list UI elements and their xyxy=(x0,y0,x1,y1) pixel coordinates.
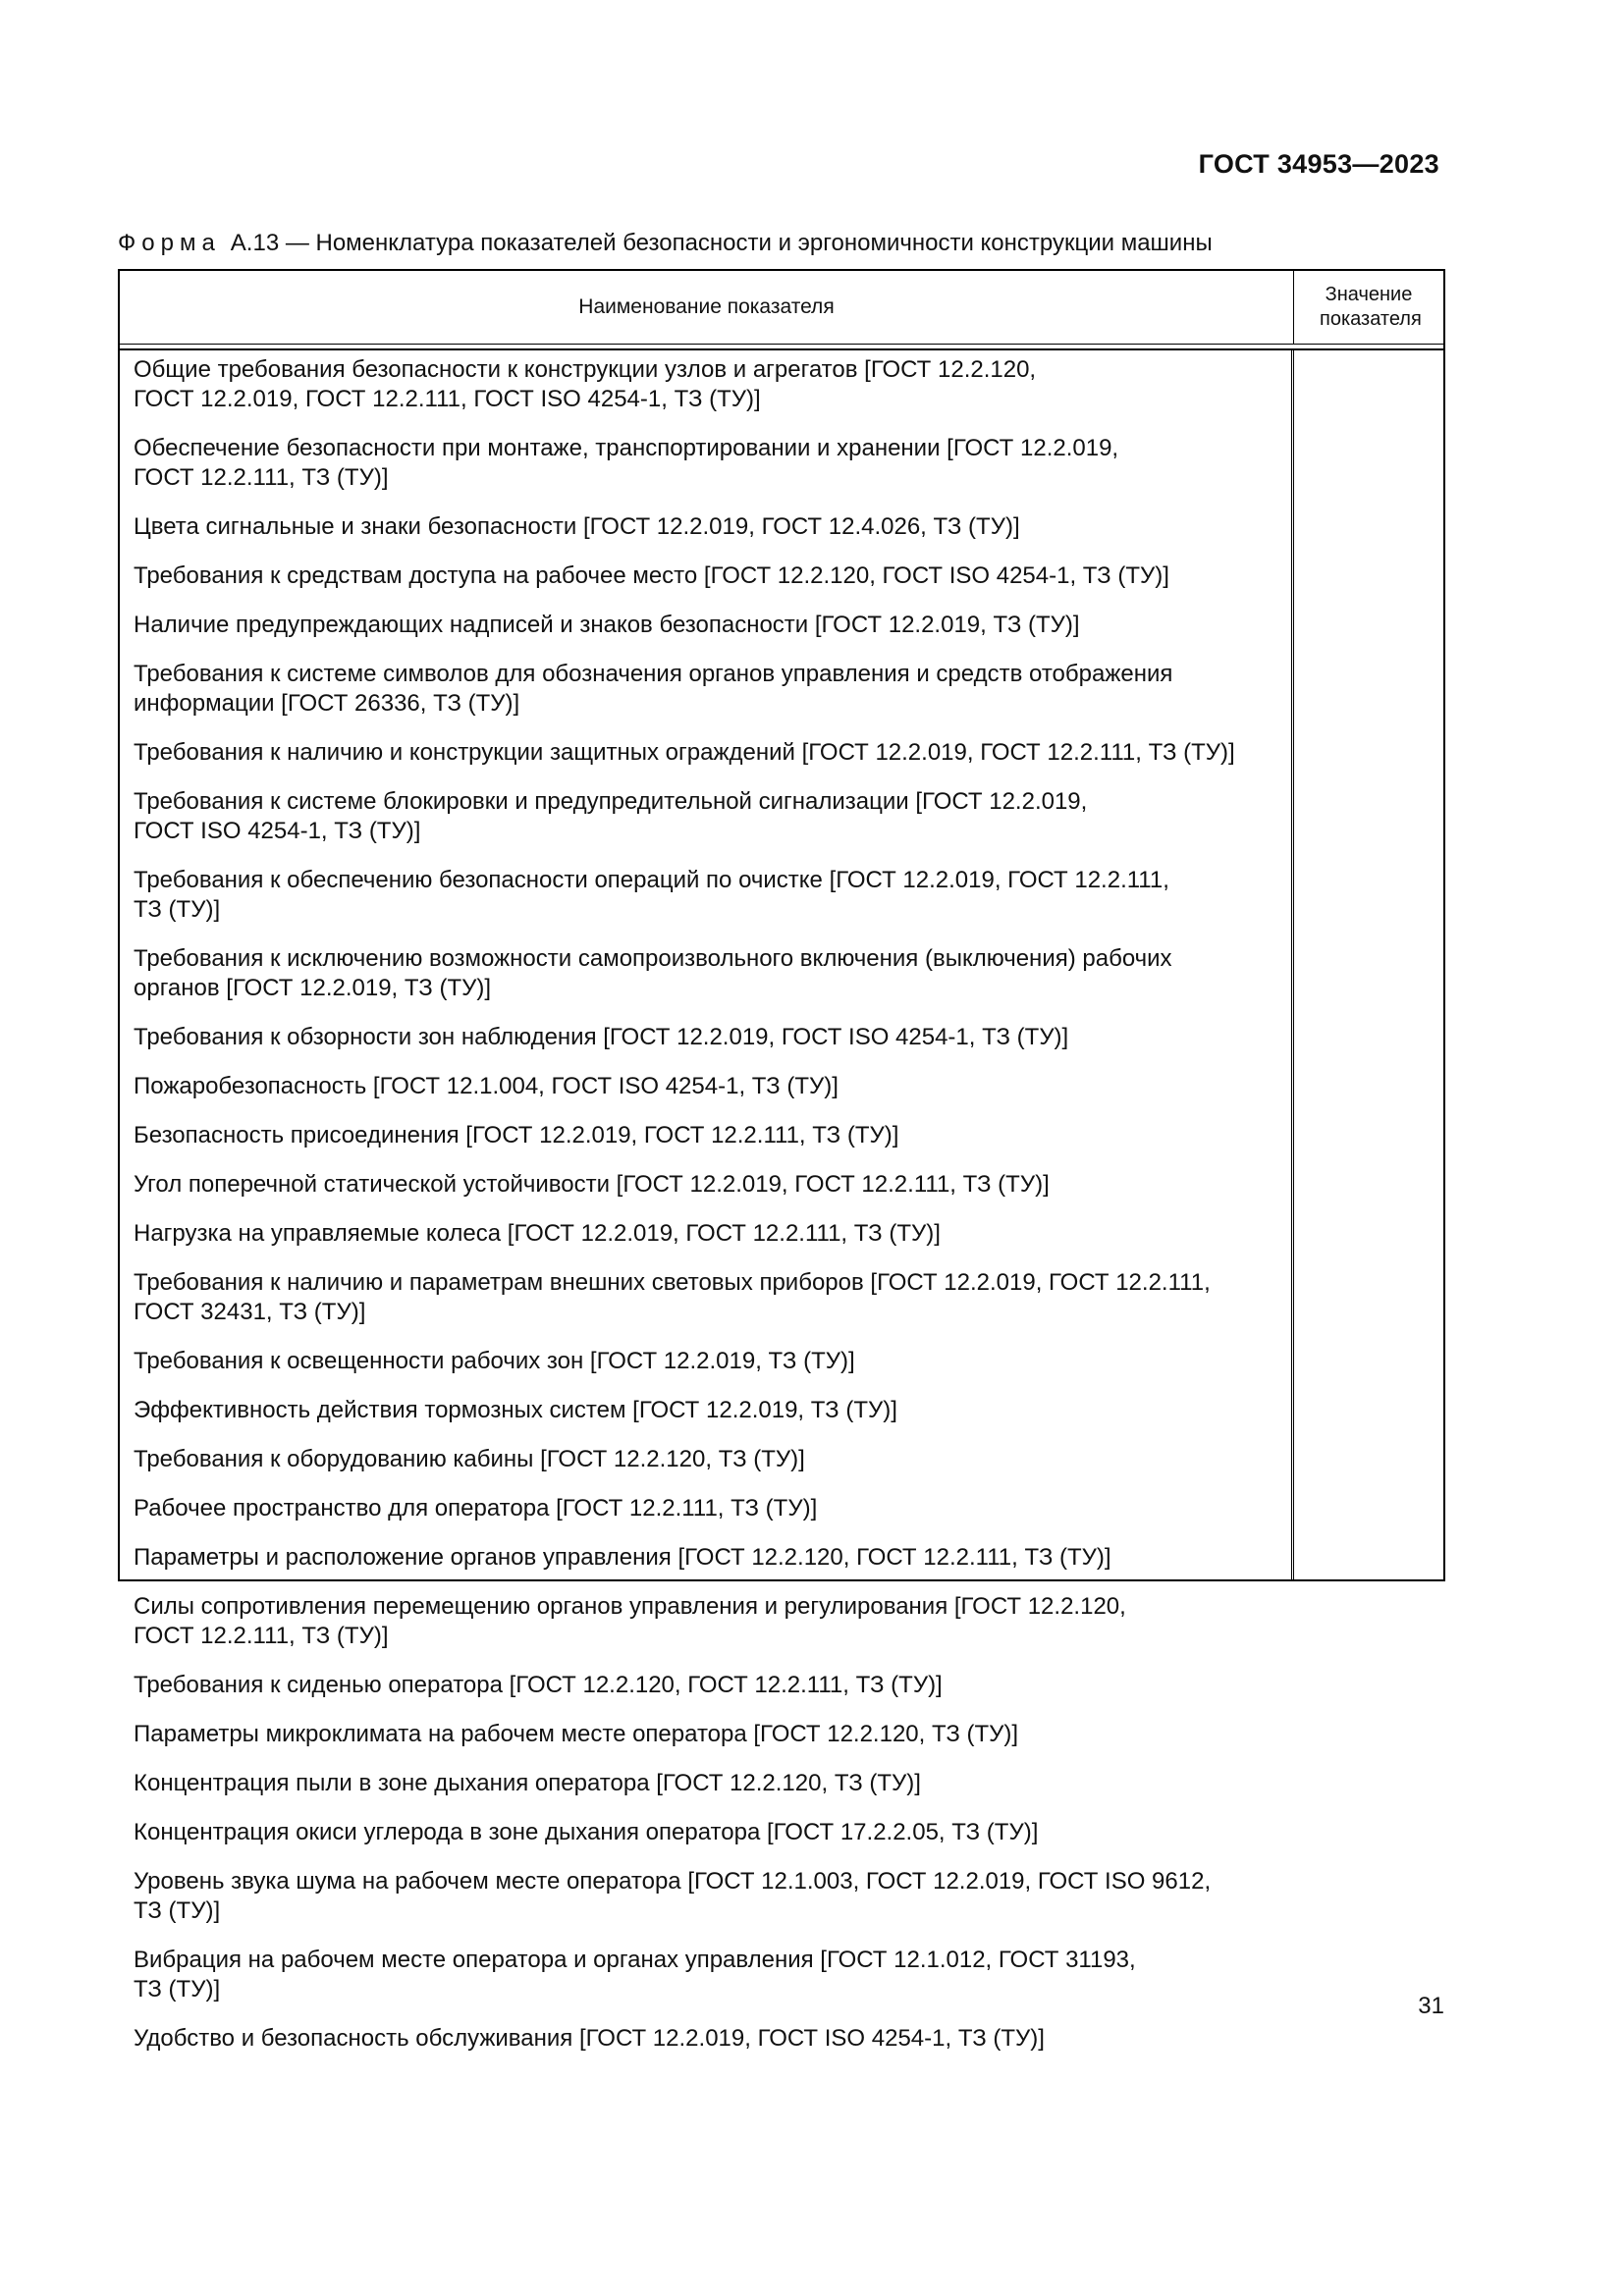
row-text-line: Обеспечение безопасности при монтаже, транспортировании и хранении [ГОСТ 12.2.019, xyxy=(134,435,1119,461)
row-text-line: Параметры и расположение органов управления [ГОСТ 12.2.120, ГОСТ 12.2.111, ТЗ (ТУ)] xyxy=(134,1544,1111,1571)
row-text-line: Угол поперечной статической устойчивости [ГОСТ 12.2.019, ГОСТ 12.2.111, ТЗ (ТУ)] xyxy=(134,1171,1050,1198)
row-text-line: ТЗ (ТУ)] xyxy=(134,1976,221,2002)
row-text-line: Концентрация пыли в зоне дыхания оператора [ГОСТ 12.2.120, ТЗ (ТУ)] xyxy=(134,1770,921,1796)
row-text-line: Требования к системе символов для обозначения органов управления и средств отображения xyxy=(134,661,1173,687)
table-row xyxy=(134,561,1277,591)
row-text-line: Параметры микроклимата на рабочем месте оператора [ГОСТ 12.2.120, ТЗ (ТУ)] xyxy=(134,1721,1019,1747)
table-row xyxy=(134,1347,1277,1376)
row-text-line: информации [ГОСТ 26336, ТЗ (ТУ)] xyxy=(134,690,520,717)
table-row xyxy=(134,660,1277,719)
table-row xyxy=(134,1867,1277,1926)
document-number: ГОСТ 34953—2023 xyxy=(1198,149,1439,179)
table-row xyxy=(134,944,1277,1003)
page-number: 31 xyxy=(1418,1993,1444,2019)
row-text-line: Наличие предупреждающих надписей и знаков безопасности [ГОСТ 12.2.019, ТЗ (ТУ)] xyxy=(134,612,1080,638)
table-row xyxy=(134,1946,1277,2004)
row-text-line: Нагрузка на управляемые колеса [ГОСТ 12.2.019, ГОСТ 12.2.111, ТЗ (ТУ)] xyxy=(134,1220,941,1247)
table-row xyxy=(134,611,1277,640)
caption-text: А.13 — Номенклатура показателей безопасности и эргономичности конструкции машины xyxy=(230,230,1213,256)
row-text-line: Общие требования безопасности к конструкции узлов и агрегатов [ГОСТ 12.2.120, xyxy=(134,356,1037,383)
row-text-line: Уровень звука шума на рабочем месте оператора [ГОСТ 12.1.003, ГОСТ 12.2.019, ГОСТ ISO 9612, xyxy=(134,1868,1212,1895)
row-text-line: Рабочее пространство для оператора [ГОСТ 12.2.111, ТЗ (ТУ)] xyxy=(134,1495,818,1522)
table-row xyxy=(134,434,1277,493)
table-row xyxy=(134,2024,1277,2054)
column-header-name: Наименование показателя xyxy=(120,271,1294,344)
table-row xyxy=(134,1023,1277,1052)
indicators-table xyxy=(118,269,1445,2052)
row-text-line: ГОСТ 12.2.019, ГОСТ 12.2.111, ГОСТ ISO 4254-1, ТЗ (ТУ)] xyxy=(134,386,761,412)
column-header-value: Значение показателя xyxy=(1320,284,1422,330)
row-text-line: Концентрация окиси углерода в зоне дыхания оператора [ГОСТ 17.2.2.05, ТЗ (ТУ)] xyxy=(134,1819,1039,1845)
row-text-line: ГОСТ ISO 4254-1, ТЗ (ТУ)] xyxy=(134,818,421,844)
table-row xyxy=(134,1543,1277,1573)
table-row xyxy=(134,1818,1277,1847)
row-text-line: ГОСТ 12.2.111, ТЗ (ТУ)] xyxy=(134,1623,389,1649)
table-row xyxy=(134,1219,1277,1249)
row-text-line: Требования к обзорности зон наблюдения [ГОСТ 12.2.019, ГОСТ ISO 4254-1, ТЗ (ТУ)] xyxy=(134,1024,1069,1050)
table-row xyxy=(134,866,1277,925)
row-text-line: Требования к оборудованию кабины [ГОСТ 12.2.120, ТЗ (ТУ)] xyxy=(134,1446,805,1472)
row-text-line: органов [ГОСТ 12.2.019, ТЗ (ТУ)] xyxy=(134,975,492,1001)
table-row xyxy=(134,512,1277,542)
table-row xyxy=(134,738,1277,768)
caption-label: Форма xyxy=(118,230,221,256)
row-text-line: Требования к системе блокировки и предупредительной сигнализации [ГОСТ 12.2.019, xyxy=(134,788,1088,815)
table-row xyxy=(134,355,1277,414)
row-text-line: Требования к наличию и параметрам внешних световых приборов [ГОСТ 12.2.019, ГОСТ 12.2.111, xyxy=(134,1269,1211,1296)
table-header-row xyxy=(120,271,1443,345)
table-row xyxy=(134,1494,1277,1523)
row-text-line: ГОСТ 32431, ТЗ (ТУ)] xyxy=(134,1299,366,1325)
table-row xyxy=(134,1268,1277,1327)
table-row xyxy=(134,787,1277,846)
row-text-line: Безопасность присоединения [ГОСТ 12.2.019, ГОСТ 12.2.111, ТЗ (ТУ)] xyxy=(134,1122,899,1148)
table-row xyxy=(134,1671,1277,1700)
table-body xyxy=(120,350,1443,2052)
table-caption xyxy=(118,230,1213,257)
table-row xyxy=(134,1769,1277,1798)
table-row xyxy=(134,1121,1277,1150)
table-row xyxy=(134,1170,1277,1200)
table-row xyxy=(134,1445,1277,1474)
table-row xyxy=(134,1720,1277,1749)
row-text-line: Пожаробезопасность [ГОСТ 12.1.004, ГОСТ ISO 4254-1, ТЗ (ТУ)] xyxy=(134,1073,839,1099)
table-row xyxy=(134,1592,1277,1651)
row-text-line: Удобство и безопасность обслуживания [ГОСТ 12.2.019, ГОСТ ISO 4254-1, ТЗ (ТУ)] xyxy=(134,2025,1045,2052)
row-text-line: Требования к сиденью оператора [ГОСТ 12.2.120, ГОСТ 12.2.111, ТЗ (ТУ)] xyxy=(134,1672,943,1698)
row-text-line: Требования к исключению возможности самопроизвольного включения (выключения) рабочих xyxy=(134,945,1172,972)
row-text-line: Требования к освещенности рабочих зон [ГОСТ 12.2.019, ТЗ (ТУ)] xyxy=(134,1348,855,1374)
row-text-line: ГОСТ 12.2.111, ТЗ (ТУ)] xyxy=(134,464,389,491)
indicator-values-column xyxy=(1294,350,1443,1579)
row-text-line: ТЗ (ТУ)] xyxy=(134,896,221,923)
row-text-line: Цвета сигнальные и знаки безопасности [ГОСТ 12.2.019, ГОСТ 12.4.026, ТЗ (ТУ)] xyxy=(134,513,1020,540)
table-row xyxy=(134,1396,1277,1425)
row-text-line: Требования к обеспечению безопасности операций по очистке [ГОСТ 12.2.019, ГОСТ 12.2.111, xyxy=(134,867,1169,893)
row-text-line: Требования к наличию и конструкции защитных ограждений [ГОСТ 12.2.019, ГОСТ 12.2.111, ТЗ (ТУ)] xyxy=(134,739,1235,766)
row-text-line: Вибрация на рабочем месте оператора и органах управления [ГОСТ 12.1.012, ГОСТ 31193, xyxy=(134,1947,1136,1973)
row-text-line: ТЗ (ТУ)] xyxy=(134,1897,221,1924)
row-text-line: Требования к средствам доступа на рабочее место [ГОСТ 12.2.120, ГОСТ ISO 4254-1, ТЗ (ТУ)] xyxy=(134,562,1169,589)
row-text-line: Эффективность действия тормозных систем [ГОСТ 12.2.019, ТЗ (ТУ)] xyxy=(134,1397,897,1423)
row-text-line: Силы сопротивления перемещению органов управления и регулирования [ГОСТ 12.2.120, xyxy=(134,1593,1126,1620)
indicator-names-column xyxy=(120,350,1294,2052)
table-row xyxy=(134,1072,1277,1101)
